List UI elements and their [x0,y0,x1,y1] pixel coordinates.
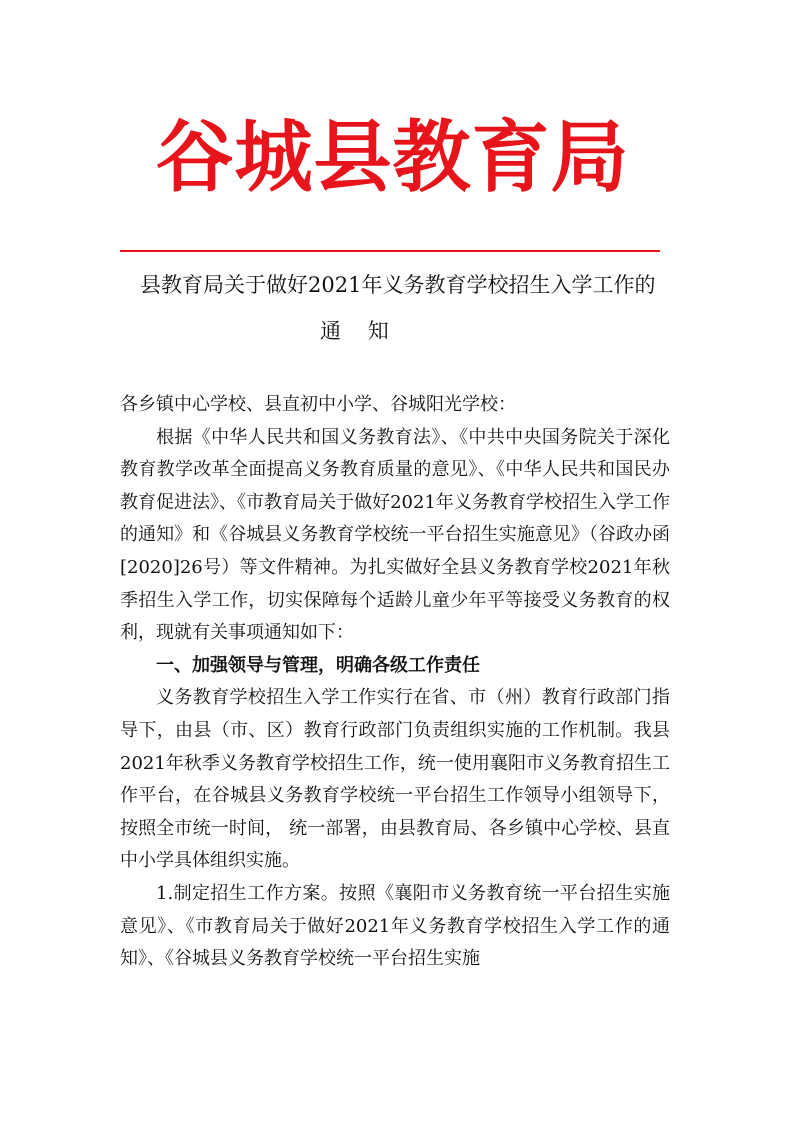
salutation: 各乡镇中心学校、县直初中小学、谷城阳光学校： [120,394,516,415]
intro-paragraph: 根据《中华人民共和国义务教育法》、《中共中央国务院关于深化教育教学改革全面提高义务教育质量的意见》、《中华人民共和国民办教育促进法》、《市教育局关于做好2021年义务教育学校招生入学工作的通知》和《谷城县义务教育学校统一平台招生实施意见》（谷政办函[2020]26号）等文件精神。为扎实做好全县义务教育学校2021年秋季招生入学工作，切实保障每个适龄儿童少年平等接受义务教育的权利，现就有关事项通知如下： [120,426,670,644]
letterhead-red-rule [120,250,660,252]
item-1-paragraph: 1.制定招生工作方案。按照《襄阳市义务教育统一平台招生实施意见》、《市教育局关于做好2021年义务教育学校招生入学工作的通知》、《谷城县义务教育学校统一平台招生实施 [120,882,670,970]
section-heading-1: 一、加强领导与管理，明确各级工作责任 [156,654,480,676]
document-body [120,389,670,976]
document-title-line-2: 通 知 [320,319,389,343]
section-1-paragraph: 义务教育学校招生入学工作实行在省、市（州）教育行政部门指导下，由县（市、区）教育行政部门负责组织实施的工作机制。我县2021年秋季义务教育学校招生工作，统一使用襄阳市义务教育招生工作平台，在谷城县义务教育学校统一平台招生工作领导小组领导下，按照全市统一时间， 统一部署，由县教育局、各乡镇中心学校、县直中小学具体组织实施。 [120,687,670,872]
org-letterhead-title: 谷城县教育局 [155,113,630,203]
document-title-line-1: 县教育局关于做好2021年义务教育学校招生入学工作的 [140,273,656,297]
